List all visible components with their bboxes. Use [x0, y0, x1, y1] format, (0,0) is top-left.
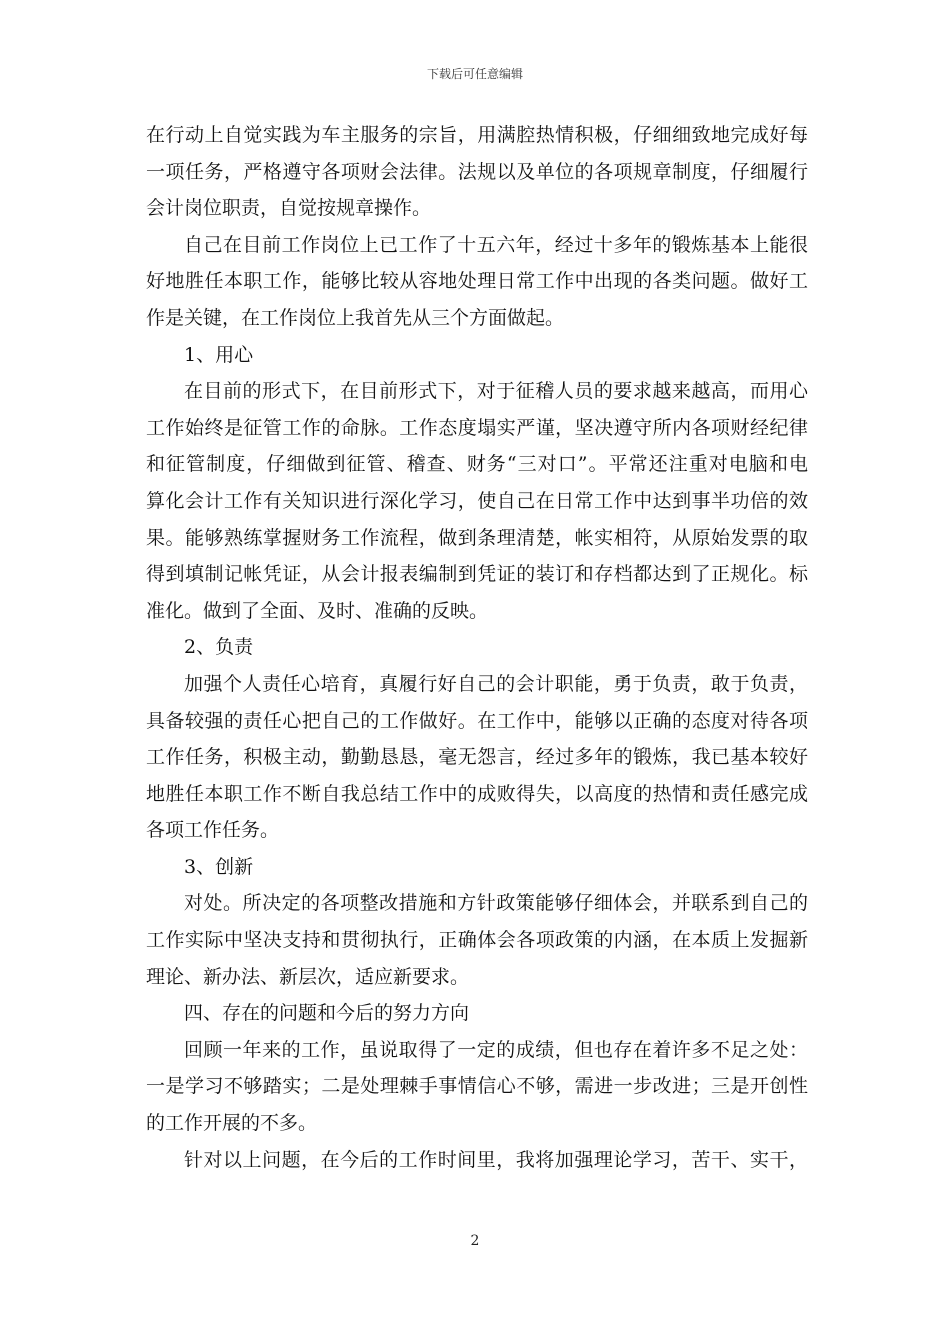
text-line: 一项任务，严格遵守各项财会法律。法规以及单位的各项规章制度，仔细履行: [146, 160, 808, 183]
text-line: 一是学习不够踏实；二是处理棘手事情信心不够，需进一步改进；三是开创性: [146, 1075, 808, 1098]
document-body: [146, 117, 808, 1178]
text-line: 各项工作任务。: [146, 819, 280, 842]
page-header: 下载后可任意编辑: [426, 67, 523, 81]
text-line: 的工作开展的不多。: [146, 1112, 318, 1135]
text-line: 准化。做到了全面、及时、准确的反映。: [146, 599, 489, 622]
text-line: 好地胜任本职工作，能够比较从容地处理日常工作中出现的各类问题。做好工: [146, 270, 808, 293]
text-line: 地胜任本职工作不断自我总结工作中的成败得失，以高度的热情和责任感完成: [146, 782, 808, 805]
text-line: 工作始终是征管工作的命脉。工作态度塌实严谨，坚决遵守所内各项财经纪律: [146, 416, 808, 439]
text-line: 会计岗位职责，自觉按规章操作。: [146, 197, 432, 220]
text-line: 针对以上问题，在今后的工作时间里，我将加强理论学习，苦干、实干，: [184, 1148, 808, 1171]
text-line: 在目前的形式下，在目前形式下，对于征稽人员的要求越来越高，而用心: [184, 380, 808, 403]
text-line: 工作任务，积极主动，勤勤恳恳，毫无怨言，经过多年的锻炼，我已基本较好: [146, 746, 808, 769]
text-line: 得到填制记帐凭证，从会计报表编制到凭证的装订和存档都达到了正规化。标: [146, 563, 808, 586]
text-line: 和征管制度，仔细做到征管、稽查、财务“三对口”。平常还注重对电脑和电: [146, 453, 808, 476]
text-line: 四、存在的问题和今后的努力方向: [184, 1002, 470, 1025]
text-line: 算化会计工作有关知识进行深化学习，使自己在日常工作中达到事半功倍的效: [146, 489, 808, 512]
text-line: 加强个人责任心培育，真履行好自己的会计职能，勇于负责，敢于负责，: [184, 672, 808, 695]
text-line: 1、用心: [184, 343, 254, 366]
text-line: 理论、新办法、新层次，适应新要求。: [146, 965, 470, 988]
text-line: 果。能够熟练掌握财务工作流程，做到条理清楚，帐实相符，从原始发票的取: [146, 526, 808, 549]
text-line: 在行动上自觉实践为车主服务的宗旨，用满腔热情积极，仔细细致地完成好每: [146, 124, 808, 146]
text-line: 自己在目前工作岗位上已工作了十五六年，经过十多年的锻炼基本上能很: [184, 233, 808, 256]
text-line: 2、负责: [184, 636, 254, 659]
text-line: 作是关键，在工作岗位上我首先从三个方面做起。: [146, 306, 565, 329]
page-number: 2: [470, 1233, 480, 1249]
text-line: 对处。所决定的各项整改措施和方针政策能够仔细体会，并联系到自己的: [184, 892, 808, 915]
text-line: 具备较强的责任心把自己的工作做好。在工作中，能够以正确的态度对待各项: [146, 709, 808, 732]
text-line: 回顾一年来的工作，虽说取得了一定的成绩，但也存在着许多不足之处：: [184, 1038, 808, 1061]
text-line: 工作实际中坚决支持和贯彻执行，正确体会各项政策的内涵，在本质上发掘新: [146, 929, 808, 952]
text-line: 3、创新: [184, 855, 254, 878]
